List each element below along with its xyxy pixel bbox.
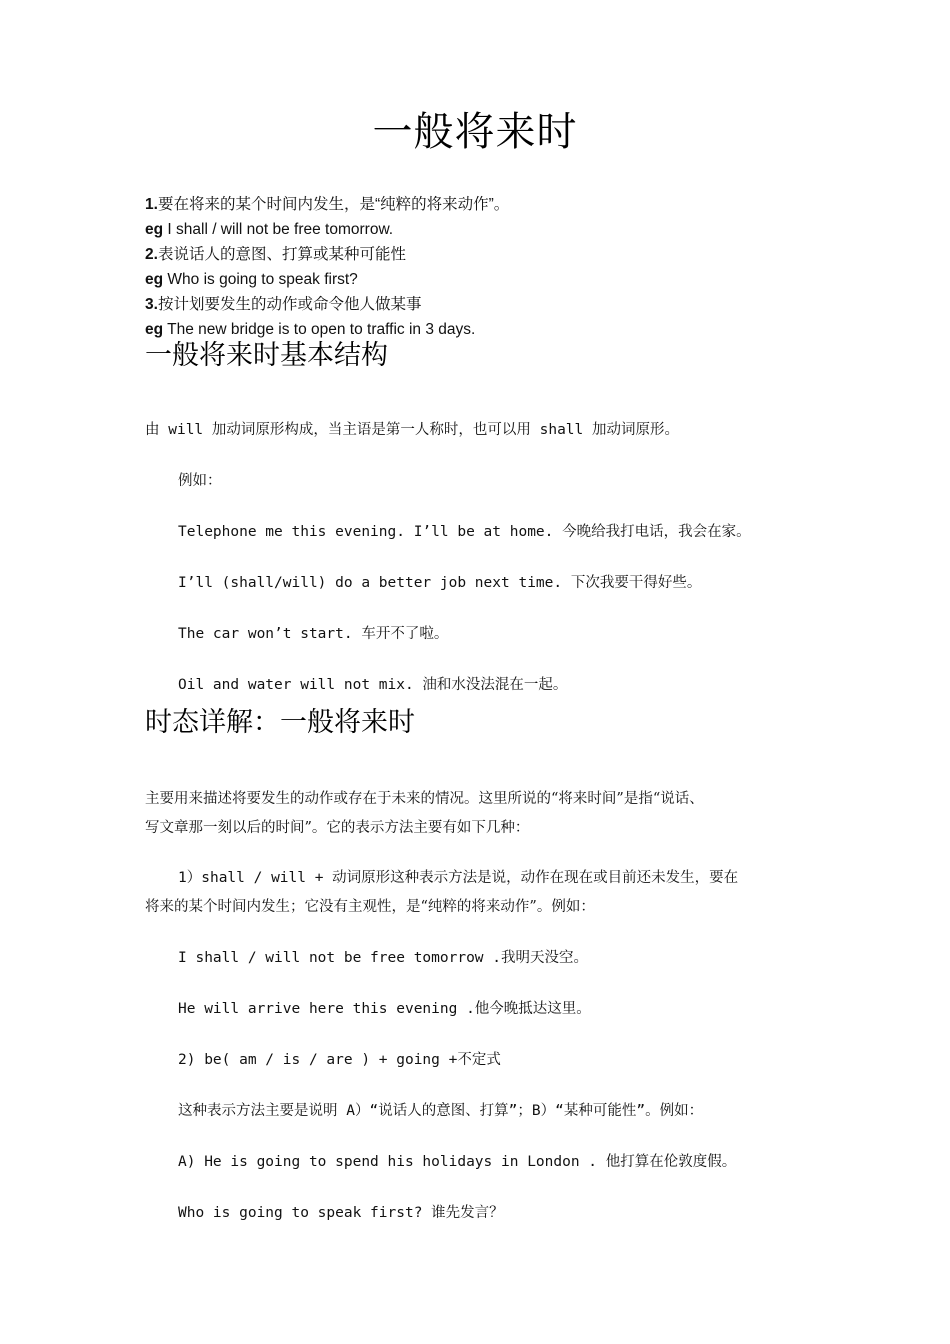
section-heading: 一般将来时基本结构 xyxy=(145,340,388,371)
example-label: 例如： xyxy=(178,473,222,489)
example-sentence: Oil and water will not mix. 油和水没法混在一起。 xyxy=(178,677,568,693)
intro-text: 按计划要发生的动作或命令他人做某事 xyxy=(157,296,422,313)
example-sentence: He will arrive here this evening .他今晚抵达这里。 xyxy=(178,1001,591,1017)
item-number: 3. xyxy=(145,296,158,313)
intro-text: I shall / will not be free tomorrow. xyxy=(163,221,394,238)
intro-text: 表说话人的意图、打算或某种可能性 xyxy=(157,246,406,263)
intro-line xyxy=(145,242,845,267)
intro-text: 要在将来的某个时间内发生，是“纯粹的将来动作”。 xyxy=(157,196,510,213)
list-item-heading: 2) be( am / is / are ) + going +不定式 xyxy=(178,1052,501,1068)
paragraph-line: 这种表示方法主要是说明 A）“说话人的意图、打算”；B）“某种可能性”。例如： xyxy=(178,1103,704,1119)
item-number: 2. xyxy=(145,246,158,263)
paragraph-line: 写文章那一刻以后的时间”。它的表示方法主要有如下几种： xyxy=(145,820,530,836)
section-heading: 时态详解：一般将来时 xyxy=(145,707,415,738)
example-sentence: A) He is going to spend his holidays in London . 他打算在伦敦度假。 xyxy=(178,1154,737,1170)
eg-label: eg xyxy=(145,221,164,238)
example-sentence: I shall / will not be free tomorrow .我明天没空。 xyxy=(178,950,588,966)
intro-text: The new bridge is to open to traffic in 3 days. xyxy=(163,321,476,338)
eg-label: eg xyxy=(145,321,164,338)
item-number: 1. xyxy=(145,196,158,213)
example-sentence: Who is going to speak first? 谁先发言？ xyxy=(178,1205,504,1221)
paragraph-line: 1）shall / will + 动词原形这种表示方法是说，动作在现在或目前还未发生，要在 xyxy=(178,870,739,886)
intro-line xyxy=(145,292,845,317)
intro-line xyxy=(145,217,845,242)
paragraph-line: 主要用来描述将要发生的动作或存在于未来的情况。这里所说的“将来时间”是指“说话、 xyxy=(145,791,704,807)
eg-label: eg xyxy=(145,271,164,288)
example-sentence: The car won’t start. 车开不了啦。 xyxy=(178,626,449,642)
intro-line xyxy=(145,192,845,217)
page-title: 一般将来时 xyxy=(372,109,578,155)
intro-text: Who is going to speak first? xyxy=(163,271,358,288)
paragraph-line: 将来的某个时间内发生；它没有主观性，是“纯粹的将来动作”。例如： xyxy=(145,899,595,915)
example-sentence: I’ll (shall/will) do a better job next time. 下次我要干得好些。 xyxy=(178,575,702,591)
intro-list xyxy=(145,192,845,342)
section-description: 由 will 加动词原形构成，当主语是第一人称时，也可以用 shall 加动词原形。 xyxy=(145,422,679,438)
intro-line xyxy=(145,267,845,292)
example-sentence: Telephone me this evening. I’ll be at home. 今晚给我打电话，我会在家。 xyxy=(178,524,751,540)
